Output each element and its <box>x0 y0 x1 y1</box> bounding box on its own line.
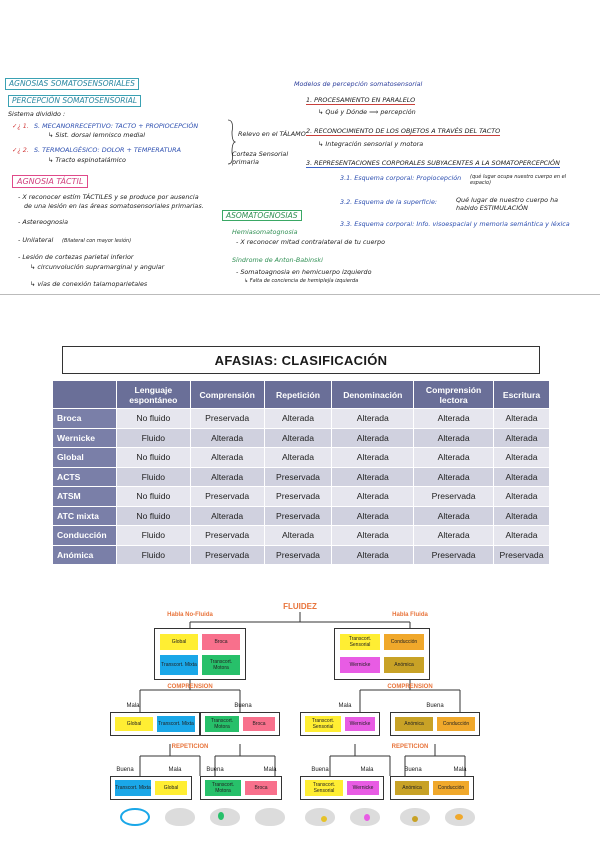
cell-tmixta: Transcort. Mixta <box>160 655 198 675</box>
group-buena-right <box>390 712 480 736</box>
row-label: Anómica <box>53 545 117 565</box>
cell-tmixta: Transcort. Mixta <box>157 716 195 732</box>
row-label: ATC mixta <box>53 506 117 526</box>
table-cell: Alterada <box>332 506 414 526</box>
bracket-cortex: Corteza Sensorial primaria <box>232 150 289 166</box>
bracket-thalamus: Relevo en el TÁLAMO <box>238 130 306 138</box>
table-cell: Alterada <box>190 448 264 468</box>
row-label: ATSM <box>53 487 117 507</box>
mala-label: Mala <box>360 767 374 773</box>
model-2: 2. RECONOCIMIENTO DE LOS OBJETOS A TRAVÉS DEL TACTO <box>306 127 501 135</box>
table-cell: Fluido <box>116 545 190 565</box>
line1-text: S. MECANORRECEPTIVO: TACTO + PROPIOCEPCIÓN <box>34 122 199 130</box>
buena-label: Buena <box>311 767 329 773</box>
table-row <box>53 409 550 429</box>
table-cell: Preservada <box>190 545 264 565</box>
group-rep-4 <box>390 776 474 800</box>
table-cell: Fluido <box>116 467 190 487</box>
cell-anomica: Anómica <box>395 781 429 795</box>
tactil-line1: - X reconocer estím TÁCTILES y se produce por ausencia <box>18 193 199 201</box>
table-cell: Alterada <box>414 448 494 468</box>
model-3: 3. REPRESENTACIONES CORPORALES SUBYACENTES A LA SOMATOPERCEPCIÓN <box>306 159 560 167</box>
buena-label: Buena <box>116 767 134 773</box>
cell-tsensorial: Transcort. Sensorial <box>305 780 343 796</box>
table-cell: Alterada <box>332 487 414 507</box>
cell-broca: Broca <box>202 634 240 650</box>
table-cell: Preservada <box>264 467 332 487</box>
table-row <box>53 526 550 546</box>
table-cell: Alterada <box>414 526 494 546</box>
cell-anomica: Anómica <box>384 657 424 673</box>
brain-icon <box>445 808 475 826</box>
table-cell: Alterada <box>332 467 414 487</box>
system-label: Sistema dividido : <box>8 110 66 118</box>
tactil-line3: - Unilateral <box>18 236 54 244</box>
table-cell: Alterada <box>190 467 264 487</box>
table-header: Repetición <box>264 381 332 409</box>
cell-global: Global <box>160 634 198 650</box>
group-buena-left <box>200 712 280 736</box>
brain-icon <box>210 808 240 826</box>
model-33: 3.3. Esquema corporal: Info. visoespacial y memoria semántica y léxica <box>340 220 570 228</box>
tactil-line4c: ↳ vías de conexión talamoparietales <box>30 280 148 288</box>
buena-label: Buena <box>206 767 224 773</box>
model-31: 3.1. Esquema corporal: Propiocepción <box>340 174 462 182</box>
cell-tmotora: Transcort. Motora <box>205 780 241 796</box>
tactil-line1b: de una lesión en las áreas somatosensoriales primarias. <box>24 202 204 210</box>
table-header: Escritura <box>494 381 550 409</box>
table-row <box>53 506 550 526</box>
cell-global: Global <box>155 781 187 795</box>
table-cell: No fluido <box>116 487 190 507</box>
table-cell: Preservada <box>414 545 494 565</box>
line1-sub: ↳ Sist. dorsal lemnisco medial <box>48 131 145 139</box>
line1-marks: ✓¿ 1. <box>12 122 29 130</box>
model-2b: ↳ Integración sensorial y motora <box>318 140 424 148</box>
table-cell: Alterada <box>494 526 550 546</box>
table-cell: Alterada <box>332 526 414 546</box>
tactil-line4b: ↳ circunvolución supramarginal y angular <box>30 263 165 271</box>
buena-label: Buena <box>426 703 444 709</box>
table-cell: Preservada <box>190 487 264 507</box>
hemi-text: - X reconocer mitad contralateral de tu cuerpo <box>236 238 386 246</box>
repeticion-label-right: REPETICION <box>391 744 429 750</box>
table-cell: Alterada <box>494 487 550 507</box>
cell-wernicke: Wernicke <box>340 657 380 673</box>
table-cell: Fluido <box>116 428 190 448</box>
mala-label: Mala <box>263 767 277 773</box>
table-cell: Alterada <box>190 428 264 448</box>
brain-icon <box>255 808 285 826</box>
row-label: ACTS <box>53 467 117 487</box>
tactil-line2: - Astereognosia <box>18 218 68 226</box>
heading-percepcion: PERCEPCIÓN SOMATOSENSORIAL <box>8 95 141 107</box>
table-cell: Alterada <box>332 428 414 448</box>
table-row <box>53 428 550 448</box>
table-header: Denominación <box>332 381 414 409</box>
cell-tmotora: Transcort. Motora <box>202 655 240 675</box>
mala-label: Mala <box>168 767 182 773</box>
table-cell: Preservada <box>190 526 264 546</box>
group-mala-right <box>300 712 380 736</box>
table-cell: Alterada <box>414 467 494 487</box>
group-rep-3 <box>300 776 384 800</box>
buena-label: Buena <box>404 767 422 773</box>
table-header <box>53 381 117 409</box>
repeticion-label-left: REPETICION <box>171 744 209 750</box>
heading-agnosia-tactil: AGNOSIA TÁCTIL <box>12 175 88 188</box>
table-cell: No fluido <box>116 409 190 429</box>
table-cell: Alterada <box>494 428 550 448</box>
line2-marks: ✓¿ 2. <box>12 146 29 154</box>
cell-wernicke: Wernicke <box>347 781 379 795</box>
cell-conduccion: Conducción <box>384 634 424 650</box>
cell-global: Global <box>115 717 153 731</box>
hemi-heading: Hemiasomatognosia <box>232 228 298 236</box>
table-cell: Alterada <box>494 467 550 487</box>
table-cell: Fluido <box>116 526 190 546</box>
table-cell: Alterada <box>332 448 414 468</box>
table-cell: Preservada <box>414 487 494 507</box>
table-cell: Preservada <box>264 545 332 565</box>
cell-conduccion: Conducción <box>433 781 469 795</box>
table-cell: Alterada <box>494 409 550 429</box>
cell-conduccion: Conducción <box>437 717 475 731</box>
afasias-table <box>52 380 550 565</box>
mala-label: Mala <box>126 703 140 709</box>
group-rep-1 <box>110 776 192 800</box>
group-rep-2 <box>200 776 282 800</box>
brain-icon <box>400 808 430 826</box>
table-cell: Alterada <box>264 526 332 546</box>
line2-text: S. TERMOALGÉSICO: DOLOR + TEMPERATURA <box>34 146 181 154</box>
cell-broca: Broca <box>243 717 275 731</box>
table-cell: Alterada <box>414 506 494 526</box>
table-cell: Preservada <box>264 487 332 507</box>
table-cell: Preservada <box>494 545 550 565</box>
table-cell: No fluido <box>116 448 190 468</box>
cell-tmotora: Transcort. Motora <box>205 716 239 732</box>
brain-icon <box>120 808 150 826</box>
tactil-line4: - Lesión de cortezas parietal inferior <box>18 253 134 261</box>
anton-text2: ↳ Falta de conciencia de hemiplejía izquierda <box>244 278 359 284</box>
group-no-fluida <box>154 628 246 680</box>
group-mala-left <box>110 712 200 736</box>
model-32: 3.2. Esquema de la superficie: <box>340 198 438 206</box>
cell-broca: Broca <box>245 781 277 795</box>
comprension-label-left: COMPRENSION <box>167 684 213 690</box>
heading-agnosias: AGNOSIAS SOMATOSENSORIALES <box>5 78 139 90</box>
anton-heading: Síndrome de Anton-Babinski <box>232 256 323 264</box>
table-header: Lenguaje espontáneo <box>116 381 190 409</box>
table-row <box>53 545 550 565</box>
group-fluida <box>334 628 430 680</box>
table-header: Comprensión <box>190 381 264 409</box>
table-header-row <box>53 381 550 409</box>
model-1: 1. PROCESAMIENTO EN PARALELO <box>306 96 416 104</box>
table-cell: Alterada <box>332 545 414 565</box>
row-label: Conducción <box>53 526 117 546</box>
row-label: Broca <box>53 409 117 429</box>
mala-label: Mala <box>453 767 467 773</box>
line2-sub: ↳ Tracto espinotalámico <box>48 156 126 164</box>
row-label: Wernicke <box>53 428 117 448</box>
brain-icon <box>305 808 335 826</box>
table-cell: Alterada <box>264 409 332 429</box>
table-cell: Alterada <box>494 448 550 468</box>
table-cell: Alterada <box>264 448 332 468</box>
heading-asomatognosias: ASOMATOGNOSIAS <box>222 210 302 221</box>
cell-tsensorial: Transcort. Sensorial <box>340 634 380 650</box>
table-cell: Alterada <box>264 428 332 448</box>
brain-icon <box>350 808 380 826</box>
fluidez-title: FLUIDEZ <box>283 602 317 611</box>
cell-tsensorial: Transcort. Sensorial <box>305 716 341 732</box>
model-31b: (qué lugar ocupa nuestro cuerpo en el espacio) <box>470 174 567 186</box>
mala-label: Mala <box>338 703 352 709</box>
section-divider <box>0 294 600 295</box>
models-heading: Modelos de percepción somatosensorial <box>294 80 423 88</box>
cell-anomica: Anómica <box>395 717 433 731</box>
table-cell: No fluido <box>116 506 190 526</box>
table-cell: Preservada <box>190 409 264 429</box>
table-row <box>53 448 550 468</box>
brain-icon <box>165 808 195 826</box>
table-cell: Alterada <box>494 506 550 526</box>
model-32b: Qué lugar de nuestro cuerpo ha habido ESTIMULACIÓN <box>456 196 559 212</box>
habla-fluida-label: Habla Fluida <box>392 612 428 618</box>
buena-label: Buena <box>234 703 252 709</box>
anton-text: - Somatoagnosia en hemicuerpo izquierdo <box>236 268 372 276</box>
cell-wernicke: Wernicke <box>345 717 375 731</box>
table-header: Comprensión lectora <box>414 381 494 409</box>
model-1b: ↳ Qué y Dónde ⟹ percepción <box>318 108 416 116</box>
table-cell: Alterada <box>332 409 414 429</box>
table-row <box>53 487 550 507</box>
tactil-line3b: (Bilateral con mayor lesión) <box>62 238 132 244</box>
cell-tmixta: Transcort. Mixta <box>115 780 151 796</box>
comprension-label-right: COMPRENSION <box>387 684 433 690</box>
habla-no-fluida-label: Habla No-Fluida <box>167 612 213 618</box>
table-cell: Alterada <box>190 506 264 526</box>
table-cell: Preservada <box>264 506 332 526</box>
table-cell: Alterada <box>414 428 494 448</box>
row-label: Global <box>53 448 117 468</box>
table-cell: Alterada <box>414 409 494 429</box>
table-row <box>53 467 550 487</box>
table-title: AFASIAS: CLASIFICACIÓN <box>62 346 540 374</box>
